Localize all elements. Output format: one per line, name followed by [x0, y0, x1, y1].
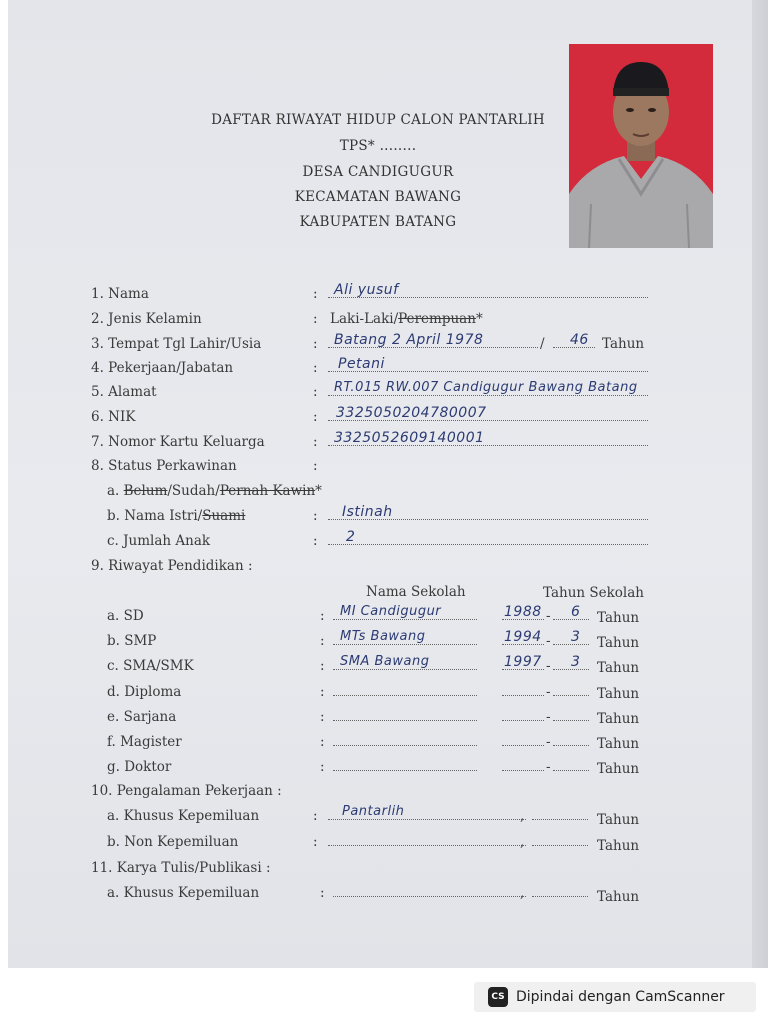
colon: :: [313, 434, 318, 450]
portrait-image: [569, 44, 713, 248]
unit-tahun: Tahun: [597, 812, 640, 828]
document-page: [8, 0, 760, 968]
value-kk: 3325052609140001: [334, 430, 485, 446]
title-line-3: DESA CANDIGUGUR: [302, 164, 454, 180]
col-nama-sekolah: Nama Sekolah: [366, 584, 466, 600]
colon: :: [313, 834, 318, 850]
colon: :: [313, 458, 318, 474]
label-alamat: 5. Alamat: [91, 384, 157, 400]
value-anak: 2: [346, 529, 356, 545]
status-sudah: /Sudah/: [167, 483, 220, 499]
dotted-line: [553, 769, 589, 771]
unit-tahun: Tahun: [597, 838, 640, 854]
label-pengalaman: 10. Pengalaman Pekerjaan :: [91, 783, 282, 799]
colon: :: [320, 734, 325, 750]
edu-school-value: MTs Bawang: [340, 629, 426, 644]
dotted-line: [553, 694, 589, 696]
edu-duration-value: 3: [571, 654, 581, 670]
edu-duration-value: 6: [571, 604, 581, 620]
jk-asterisk: *: [475, 311, 483, 327]
colon: :: [313, 336, 318, 352]
unit-tahun: Tahun: [602, 336, 645, 352]
colon: :: [320, 633, 325, 649]
dotted-line: [502, 694, 544, 696]
dotted-line: [553, 744, 589, 746]
label-pekerjaan: 4. Pekerjaan/Jabatan: [91, 360, 234, 376]
dotted-line: [502, 769, 544, 771]
dotted-line: [502, 744, 544, 746]
status-asterisk: *: [315, 483, 322, 499]
label-kk: 7. Nomor Kartu Keluarga: [91, 434, 265, 450]
value-nik: 3325050204780007: [336, 405, 487, 421]
colon: :: [320, 759, 325, 775]
unit-tahun: Tahun: [597, 711, 640, 727]
unit-tahun: Tahun: [597, 889, 640, 905]
dotted-line: [532, 818, 588, 820]
unit-tahun: Tahun: [597, 761, 640, 777]
label-publikasi-khusus: a. Khusus Kepemiluan: [107, 885, 260, 901]
dotted-line: [328, 543, 648, 545]
jk-laki: Laki-Laki/: [330, 311, 399, 327]
value-pekerjaan: Petani: [338, 356, 385, 372]
dotted-line: [532, 895, 588, 897]
applicant-photo: [569, 44, 713, 248]
title-line-4: KECAMATAN BAWANG: [294, 189, 462, 205]
dash: -: [546, 633, 551, 649]
label-status: 8. Status Perkawinan: [91, 458, 237, 474]
istri-prefix: b. Nama Istri/: [107, 508, 203, 524]
colon: :: [320, 885, 325, 901]
value-nama: Ali yusuf: [334, 282, 399, 298]
label-karya-tulis: 11. Karya Tulis/Publikasi :: [91, 860, 271, 876]
value-alamat: RT.015 RW.007 Candigugur Bawang Batang: [334, 380, 638, 395]
unit-tahun: Tahun: [597, 736, 640, 752]
colon: :: [320, 709, 325, 725]
status-options: [107, 483, 322, 499]
label-nama: 1. Nama: [91, 286, 149, 302]
label-pendidikan: 9. Riwayat Pendidikan :: [91, 558, 253, 574]
unit-tahun: Tahun: [597, 660, 640, 676]
dotted-line: [333, 769, 477, 771]
title-line-5: KABUPATEN BATANG: [299, 214, 457, 230]
dotted-line: [333, 719, 477, 721]
colon: :: [313, 360, 318, 376]
dotted-line: [553, 719, 589, 721]
label-jenis-kelamin: 2. Jenis Kelamin: [91, 311, 202, 327]
slash: /: [540, 336, 545, 352]
value-jenis-kelamin: [330, 311, 483, 327]
colon: :: [320, 658, 325, 674]
edu-level-label: f. Magister: [107, 734, 182, 750]
label-khusus-kepemiluan: a. Khusus Kepemiluan: [107, 808, 260, 824]
edu-duration-value: 3: [571, 629, 581, 645]
camscanner-logo-icon: CS: [488, 987, 508, 1007]
col-tahun-sekolah: Tahun Sekolah: [543, 585, 644, 601]
unit-tahun: Tahun: [597, 635, 640, 651]
value-istri: Istinah: [342, 504, 393, 520]
comma: ,: [520, 834, 525, 850]
label-ttl: 3. Tempat Tgl Lahir/Usia: [91, 336, 262, 352]
colon: :: [313, 533, 318, 549]
dash: -: [546, 759, 551, 775]
dotted-line: [333, 895, 526, 897]
edu-year-value: 1994: [504, 629, 542, 645]
page-edge-shadow: [752, 0, 768, 968]
edu-year-value: 1997: [504, 654, 542, 670]
label-non-kepemiluan: b. Non Kepemiluan: [107, 834, 239, 850]
dotted-line: [532, 844, 588, 846]
value-usia: 46: [570, 332, 589, 348]
status-a-prefix: a.: [107, 483, 124, 499]
colon: :: [313, 384, 318, 400]
edu-level-label: a. SD: [107, 608, 144, 624]
colon: :: [313, 508, 318, 524]
comma: ,: [520, 808, 525, 824]
label-istri: [107, 508, 245, 524]
value-khusus-kepemiluan: Pantarlih: [342, 804, 405, 819]
edu-school-value: MI Candigugur: [340, 604, 442, 619]
title-line-2: TPS* ........: [339, 138, 417, 154]
edu-level-label: e. Sarjana: [107, 709, 177, 725]
colon: :: [313, 286, 318, 302]
dash: -: [546, 608, 551, 624]
colon: :: [313, 808, 318, 824]
dotted-line: [502, 719, 544, 721]
camscanner-text: Dipindai dengan CamScanner: [516, 989, 725, 1005]
unit-tahun: Tahun: [597, 686, 640, 702]
dotted-line: [333, 744, 477, 746]
edu-school-value: SMA Bawang: [340, 654, 430, 669]
status-belum-struck: Belum: [123, 483, 168, 499]
colon: :: [313, 409, 318, 425]
jk-perempuan-struck: Perempuan: [398, 311, 476, 327]
dash: -: [546, 684, 551, 700]
edu-year-value: 1988: [504, 604, 542, 620]
value-ttl: Batang 2 April 1978: [334, 332, 484, 348]
dash: -: [546, 734, 551, 750]
dash: -: [546, 658, 551, 674]
dash: -: [546, 709, 551, 725]
title-line-1: DAFTAR RIWAYAT HIDUP CALON PANTARLIH: [211, 112, 545, 128]
label-anak: c. Jumlah Anak: [107, 533, 211, 549]
dotted-line: [328, 844, 526, 846]
unit-tahun: Tahun: [597, 610, 640, 626]
edu-level-label: d. Diploma: [107, 684, 182, 700]
dotted-line: [333, 694, 477, 696]
colon: :: [313, 311, 318, 327]
status-pernah-struck: Pernah Kawin: [219, 483, 316, 499]
comma: ,: [520, 885, 525, 901]
label-nik: 6. NIK: [91, 409, 136, 425]
camscanner-watermark: [474, 982, 756, 1012]
colon: :: [320, 684, 325, 700]
edu-level-label: b. SMP: [107, 633, 157, 649]
edu-level-label: c. SMA/SMK: [107, 658, 194, 674]
colon: :: [320, 608, 325, 624]
edu-level-label: g. Doktor: [107, 759, 172, 775]
suami-struck: Suami: [202, 508, 246, 524]
